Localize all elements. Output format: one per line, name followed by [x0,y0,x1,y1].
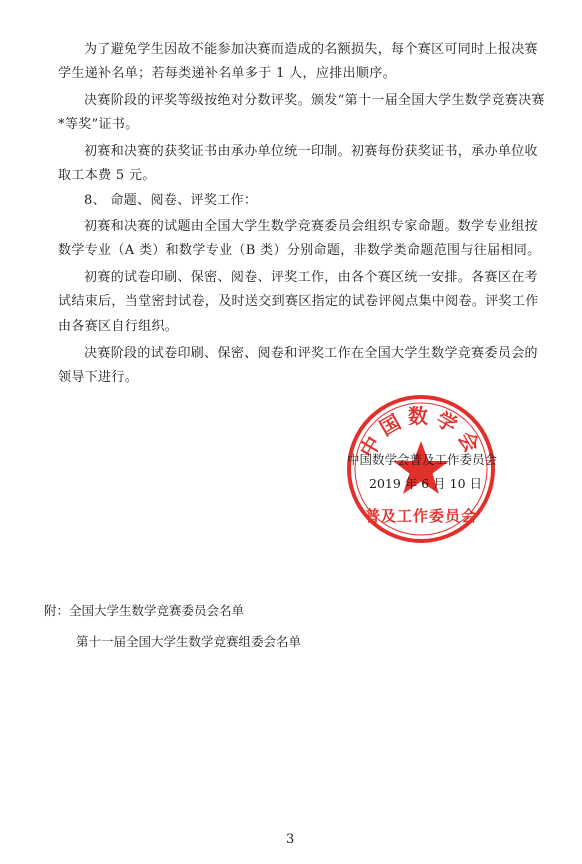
paragraph-line: 取工本费 5 元。 [58,168,156,183]
svg-text:中国数学会: 中国数学会 [354,404,488,462]
paragraph-line: 数学专业（A 类）和数学专业（B 类）分别命题，非数学类命题范围与往届相同。 [58,243,541,258]
paragraph-line: 初赛和决赛的试题由全国大学生数学竞赛委员会组织专家命题。数学专业组按 [84,219,538,234]
paragraph-line: 决赛阶段的试卷印刷、保密、阅卷和评奖工作在全国大学生数学竞赛委员会的 [84,346,538,361]
paragraph-line: 初赛和决赛的获奖证书由承办单位统一印制。初赛每份获奖证书，承办单位收 [84,144,538,159]
section-heading: 8、 命题、阅卷、评奖工作： [84,193,258,208]
signature-date: 2019 年 6 月 10 日 [369,476,483,491]
official-seal [345,393,497,545]
signature-organization: 中国数学会普及工作委员会 [347,452,498,467]
attachment-item: 第十一届全国大学生数学竞赛组委会名单 [76,634,302,649]
svg-text:普及工作委员会: 普及工作委员会 [364,507,478,525]
paragraph-line: 由各赛区自行组织。 [58,319,179,334]
paragraph-line: 初赛的试卷印刷、保密、阅卷、评奖工作，由各个赛区统一安排。各赛区在考 [84,270,538,285]
paragraph-line: 为了避免学生因故不能参加决赛而造成的名额损失，每个赛区可同时上报决赛 [84,42,538,57]
paragraph-line: 试结束后，当堂密封试卷，及时送交到赛区指定的试卷评阅点集中阅卷。评奖工作 [58,294,539,309]
paragraph-line: 决赛阶段的评奖等级按绝对分数评奖。颁发“第十一届全国大学生数学竞赛决赛 [84,93,545,108]
attachment-label: 附：全国大学生数学竞赛委员会名单 [44,603,245,618]
paragraph-line: 领导下进行。 [58,370,139,385]
page-number: 3 [286,832,295,847]
paragraph-line: *等奖”证书。 [58,117,139,132]
paragraph-line: 学生递补名单；若每类递补名单多于 1 人，应排出顺序。 [58,66,396,81]
